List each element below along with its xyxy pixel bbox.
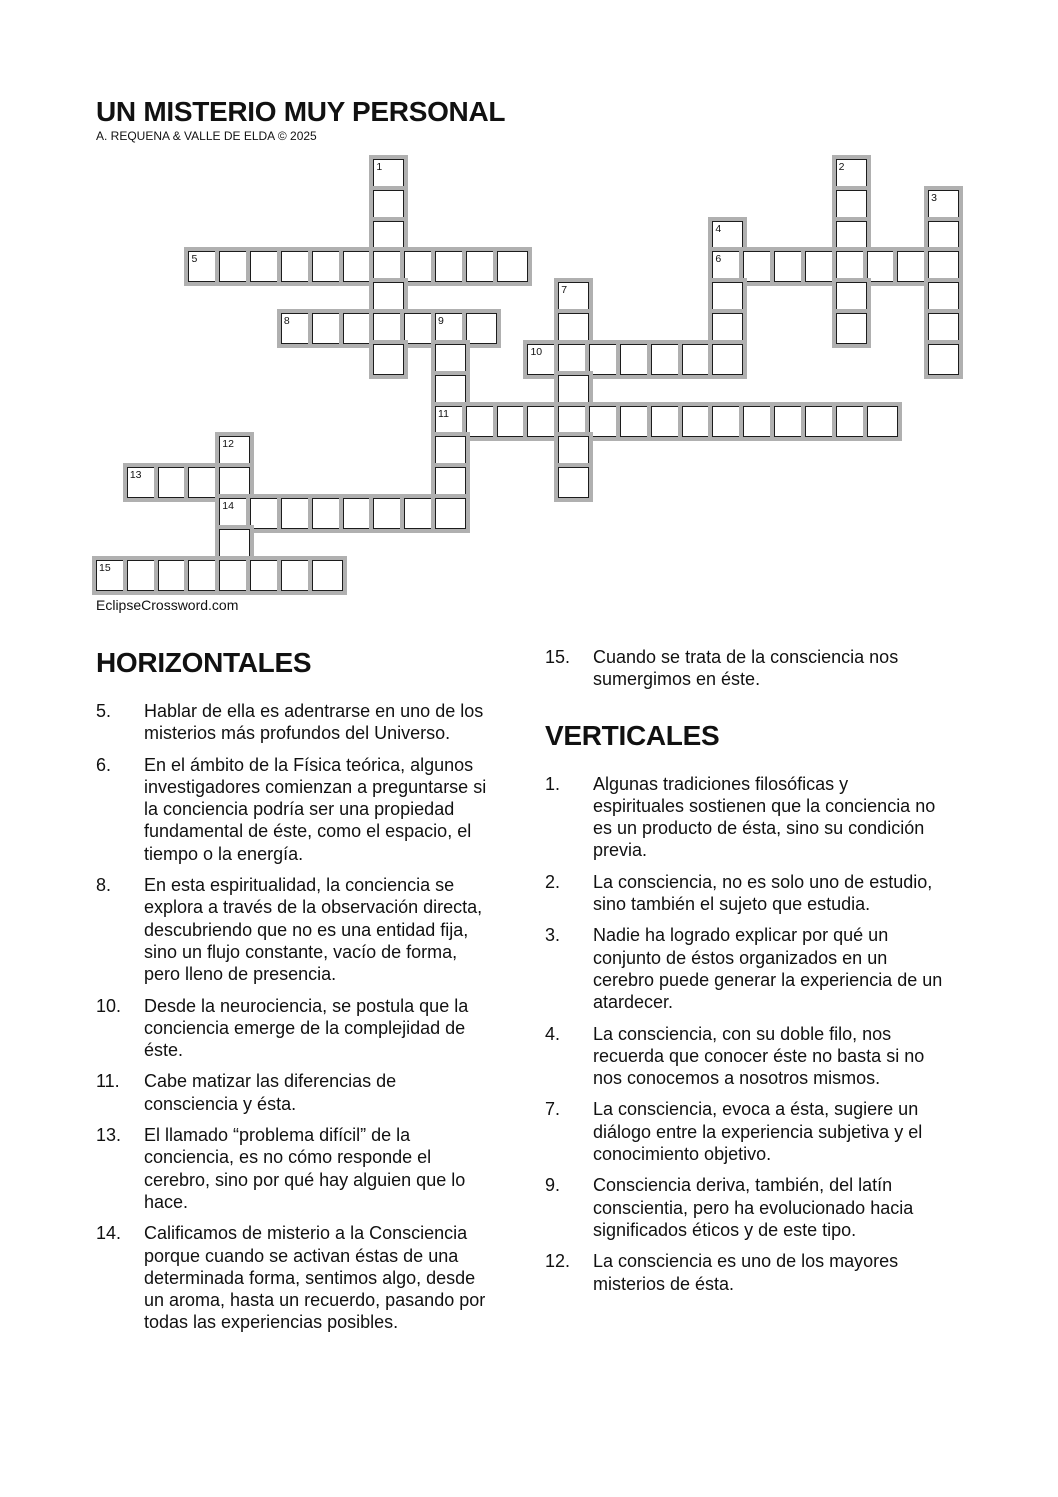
grid-cell[interactable] — [805, 251, 836, 282]
grid-cell[interactable] — [897, 251, 928, 282]
grid-cell[interactable] — [712, 344, 743, 375]
grid-cell-15[interactable] — [96, 560, 127, 591]
grid-cell-12[interactable] — [219, 436, 250, 467]
grid-cell[interactable] — [682, 344, 713, 375]
clue-number: 10. — [96, 995, 122, 1016]
grid-cell-13[interactable] — [127, 467, 158, 498]
grid-cell-11[interactable] — [435, 406, 466, 437]
clue-text: Nadie ha logrado explicar por qué un conjunto de éstos organizados en un cerebro puede generar la experiencia de un atardecer. — [593, 925, 943, 1013]
across-clue-list — [96, 700, 496, 1334]
cell-number: 1 — [376, 161, 383, 173]
grid-cell[interactable] — [435, 498, 466, 529]
grid-cell[interactable] — [836, 406, 867, 437]
grid-cell[interactable] — [281, 560, 312, 591]
grid-cell[interactable] — [928, 313, 959, 344]
cell-number: 3 — [931, 191, 937, 204]
grid-cell[interactable] — [928, 282, 959, 313]
clue-text: El llamado “problema difícil” de la conciencia, es no cómo responde el cerebro, sino por qué hay alguien que lo hace. — [144, 1125, 466, 1212]
grid-cell[interactable] — [219, 560, 250, 591]
grid-cell[interactable] — [158, 560, 189, 591]
clue-number: 2. — [545, 871, 561, 892]
grid-cell[interactable] — [928, 251, 959, 282]
grid-cell[interactable] — [527, 406, 558, 437]
grid-cell[interactable] — [836, 282, 867, 313]
grid-cell-5[interactable] — [188, 251, 219, 282]
grid-cell[interactable] — [558, 467, 589, 498]
clue-text: Algunas tradiciones filosóficas y espirituales sostienen que la conciencia no es un producto de ésta, sino su condición previa. — [593, 773, 936, 861]
clue-item — [545, 871, 945, 916]
grid-cell[interactable] — [836, 190, 867, 221]
grid-cell-8[interactable] — [281, 313, 312, 344]
grid-cell[interactable] — [312, 498, 343, 529]
clue-text: En el ámbito de la Física teórica, algunos investigadores comienzan a preguntarse si la conciencia podría ser una propiedad fundamental de éste, como el espacio, el tiempo o la energía. — [144, 754, 487, 864]
grid-cell[interactable] — [928, 344, 959, 375]
clue-item — [545, 1023, 945, 1090]
grid-cell[interactable] — [558, 375, 589, 406]
grid-cell[interactable] — [558, 406, 589, 437]
clue-number: 3. — [545, 925, 561, 946]
grid-cell[interactable] — [373, 498, 404, 529]
cell-number: 2 — [838, 161, 845, 173]
clue-number: 4. — [545, 1023, 561, 1044]
grid-cell[interactable] — [466, 406, 497, 437]
grid-cell[interactable] — [373, 313, 404, 344]
clue-number: 11. — [96, 1071, 120, 1092]
clue-text: La consciencia, evoca a ésta, sugiere un diálogo entre la experiencia subjetiva y el conocimiento objetivo. — [593, 1099, 923, 1165]
grid-cell[interactable] — [682, 406, 713, 437]
grid-cell[interactable] — [435, 344, 466, 375]
grid-cell[interactable] — [435, 375, 466, 406]
grid-cell[interactable] — [497, 251, 528, 282]
cell-number: 5 — [191, 253, 198, 266]
grid-cell[interactable] — [651, 344, 682, 375]
grid-cell[interactable] — [712, 406, 743, 437]
clue-text: Consciencia deriva, también, del latín conscientia, pero ha evolucionado hacia significados éticos y de este tipo. — [593, 1175, 914, 1240]
down-heading: VERTICALES — [545, 719, 720, 751]
crossword-grid — [0, 0, 1058, 620]
grid-cell-9[interactable] — [435, 313, 466, 344]
clue-number: 1. — [545, 773, 561, 794]
clue-text: La consciencia es uno de los mayores misterios de ésta. — [593, 1251, 899, 1294]
grid-cell[interactable] — [343, 313, 374, 344]
grid-cell[interactable] — [466, 251, 497, 282]
grid-cell[interactable] — [774, 251, 805, 282]
grid-cell[interactable] — [404, 313, 435, 344]
puzzle-author: A. REQUENA & VALLE DE ELDA © 2025 — [96, 129, 317, 143]
source-credit: EclipseCrossword.com — [96, 597, 239, 613]
cell-number: 13 — [129, 469, 142, 482]
grid-cell[interactable] — [712, 282, 743, 313]
cell-number: 10 — [530, 345, 543, 358]
puzzle-title: UN MISTERIO MUY PERSONAL — [96, 96, 506, 127]
grid-cell[interactable] — [836, 251, 867, 282]
grid-cell[interactable] — [250, 251, 281, 282]
grid-cell[interactable] — [620, 344, 651, 375]
grid-cell[interactable] — [373, 190, 404, 221]
clue-item — [545, 1098, 945, 1165]
grid-cell[interactable] — [188, 467, 219, 498]
grid-cell-10[interactable] — [527, 344, 558, 375]
clue-text: La consciencia, con su doble filo, nos recuerda que conocer éste no basta si no nos conocemos a nosotros mismos. — [593, 1023, 925, 1089]
cell-number: 6 — [715, 253, 722, 266]
grid-cell[interactable] — [435, 436, 466, 467]
grid-cell[interactable] — [250, 560, 281, 591]
grid-cell[interactable] — [404, 498, 435, 529]
grid-cell[interactable] — [404, 251, 435, 282]
clue-number: 14. — [96, 1223, 122, 1244]
clue-number: 8. — [96, 875, 112, 896]
cell-number: 15 — [99, 561, 111, 574]
grid-cell[interactable] — [558, 313, 589, 344]
grid-cell[interactable] — [836, 221, 867, 252]
grid-cell[interactable] — [312, 251, 343, 282]
cell-number: 4 — [715, 222, 722, 235]
clue-item — [96, 1222, 496, 1333]
grid-cell[interactable] — [219, 251, 250, 282]
grid-cell[interactable] — [651, 406, 682, 437]
clue-item — [545, 1174, 945, 1241]
grid-cell[interactable] — [312, 313, 343, 344]
clue-number: 5. — [96, 701, 112, 721]
clues-right-column — [545, 646, 945, 1304]
grid-cell[interactable] — [281, 251, 312, 282]
grid-cell[interactable] — [373, 282, 404, 313]
cell-number: 14 — [222, 500, 234, 513]
clue-number: 15. — [545, 647, 571, 667]
grid-cell[interactable] — [281, 498, 312, 529]
grid-cell-6[interactable] — [712, 251, 743, 282]
cell-number: 7 — [561, 284, 568, 297]
grid-cell[interactable] — [558, 344, 589, 375]
grid-cell-4[interactable] — [712, 221, 743, 252]
grid-cell[interactable] — [928, 221, 959, 252]
cell-number: 11 — [438, 407, 449, 420]
grid-cell[interactable] — [558, 436, 589, 467]
clues-left-column — [96, 646, 496, 1343]
clue-number: 9. — [545, 1175, 561, 1196]
grid-cell[interactable] — [743, 406, 774, 437]
clue-text: Hablar de ella es adentrarse en uno de los misterios más profundos del Universo. — [144, 701, 484, 744]
clue-item — [96, 754, 496, 865]
grid-cell[interactable] — [219, 529, 250, 560]
grid-cell[interactable] — [312, 560, 343, 591]
grid-cell[interactable] — [620, 406, 651, 437]
clue-item — [545, 924, 945, 1013]
across-clue-list-continued — [545, 646, 945, 691]
clue-number: 13. — [96, 1125, 122, 1146]
grid-cell[interactable] — [867, 406, 898, 437]
grid-cell[interactable] — [188, 560, 219, 591]
grid-cell[interactable] — [743, 251, 774, 282]
grid-cell-14[interactable] — [219, 498, 250, 529]
grid-cell[interactable] — [774, 406, 805, 437]
grid-cell[interactable] — [497, 406, 528, 437]
down-clue-list — [545, 773, 945, 1295]
cell-number: 8 — [283, 315, 290, 328]
clue-text: Cabe matizar las diferencias de consciencia y ésta. — [144, 1071, 397, 1114]
clue-item — [96, 1124, 496, 1213]
grid-cell[interactable] — [158, 467, 189, 498]
grid-cell[interactable] — [373, 344, 404, 375]
clue-text: Calificamos de misterio a la Consciencia porque cuando se activan éstas de una determinada forma, sentimos algo, desde un aroma, hasta un recuerdo, pasando por todas las experiencias posibles. — [144, 1223, 486, 1333]
grid-cell[interactable] — [343, 498, 374, 529]
across-heading: HORIZONTALES — [96, 647, 312, 678]
clue-item — [96, 995, 496, 1062]
grid-cell[interactable] — [435, 467, 466, 498]
clue-number: 7. — [545, 1099, 561, 1120]
clue-text: Cuando se trata de la consciencia nos sumergimos en éste. — [593, 647, 899, 690]
grid-cell[interactable] — [127, 560, 158, 591]
grid-cell[interactable] — [250, 498, 281, 529]
clue-item — [96, 1070, 496, 1115]
grid-cell-3[interactable] — [928, 190, 959, 221]
grid-cell[interactable] — [867, 251, 898, 282]
grid-cell-2[interactable] — [836, 159, 867, 190]
grid-cell[interactable] — [373, 251, 404, 282]
grid-cell[interactable] — [805, 406, 836, 437]
cell-number: 12 — [222, 438, 234, 451]
clue-item — [545, 1250, 945, 1295]
clue-text: Desde la neurociencia, se postula que la conciencia emerge de la complejidad de éste. — [144, 995, 469, 1061]
clue-number: 12. — [545, 1251, 571, 1272]
grid-cell-7[interactable] — [558, 282, 589, 313]
grid-cell[interactable] — [343, 251, 374, 282]
clue-item — [96, 874, 496, 985]
clue-text: En esta espiritualidad, la conciencia se explora a través de la observación directa, descubriendo que no es una entidad fija, sino un flujo constante, vacío de forma, pero lleno de presencia. — [144, 875, 483, 985]
cell-number: 9 — [438, 315, 444, 328]
clue-item — [545, 646, 945, 691]
grid-cell[interactable] — [373, 221, 404, 252]
grid-cell-1[interactable] — [373, 159, 404, 190]
clue-number: 6. — [96, 754, 112, 775]
grid-cell[interactable] — [435, 251, 466, 282]
grid-cell[interactable] — [836, 313, 867, 344]
grid-cell[interactable] — [466, 313, 497, 344]
grid-cell[interactable] — [589, 406, 620, 437]
clue-item — [96, 700, 496, 745]
clue-item — [545, 773, 945, 862]
grid-cell[interactable] — [219, 467, 250, 498]
grid-cell[interactable] — [712, 313, 743, 344]
grid-cell[interactable] — [589, 344, 620, 375]
clue-text: La consciencia, no es solo uno de estudio, sino también el sujeto que estudia. — [593, 871, 933, 915]
